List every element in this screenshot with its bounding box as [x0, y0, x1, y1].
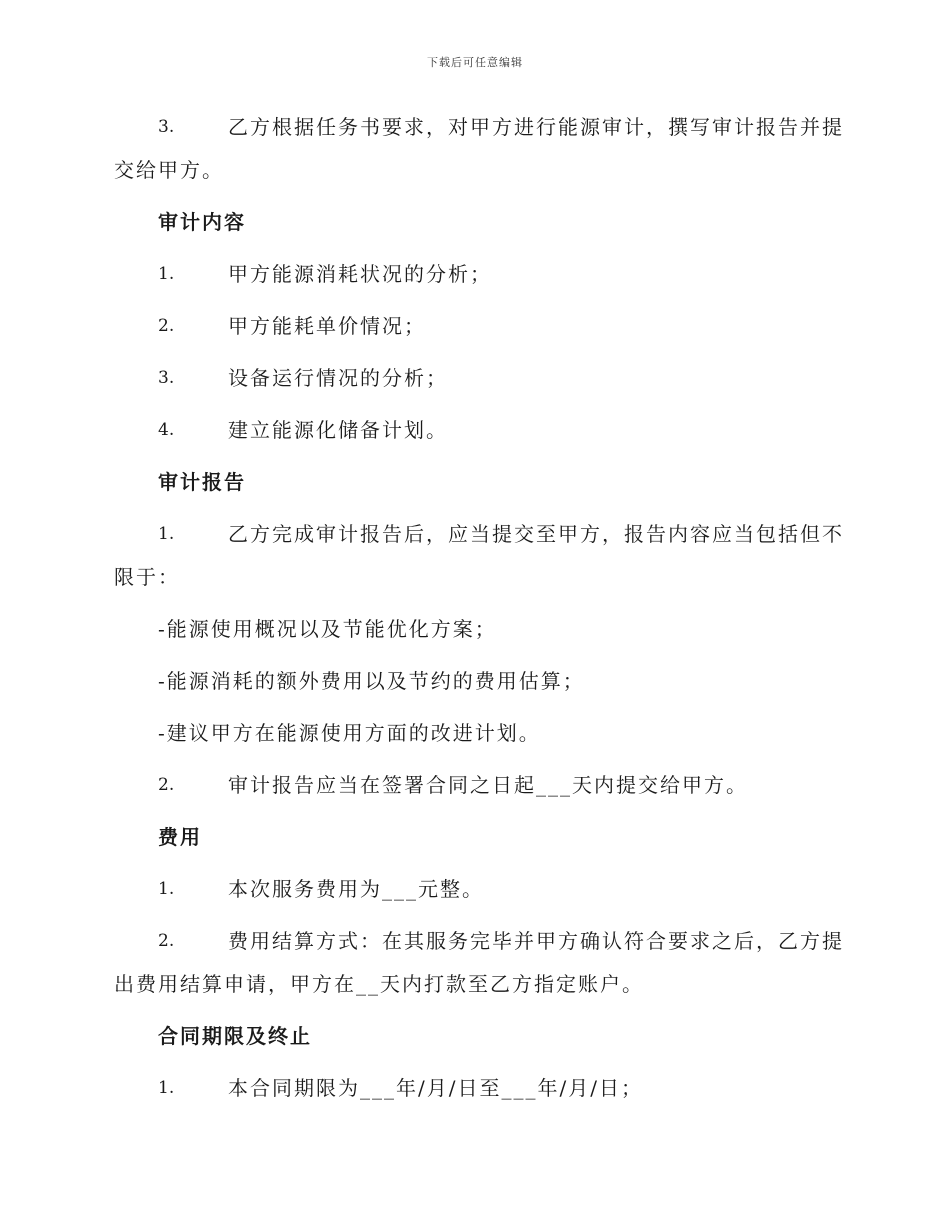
section-heading-audit-report: 审计报告: [158, 470, 246, 494]
item-text-continuation: 交给甲方。: [114, 158, 224, 182]
item-number: 4.: [158, 420, 175, 440]
list-item: [114, 868, 834, 911]
list-item: [114, 305, 834, 348]
list-item: [114, 1067, 834, 1110]
paragraph-item-3: [114, 106, 844, 192]
bullet-item: -能源消耗的额外费用以及节约的费用估算；: [158, 669, 585, 693]
list-item: [114, 513, 844, 599]
section-heading-term-termination: 合同期限及终止: [158, 1024, 312, 1048]
item-text: 甲方能耗单价情况；: [228, 314, 426, 338]
bullet-item: -建议甲方在能源使用方面的改进计划。: [158, 721, 541, 745]
item-text: 本合同期限为___年/月/日至___年/月/日；: [228, 1076, 643, 1100]
item-number: 1.: [158, 1078, 175, 1098]
item-number: 3.: [158, 117, 175, 137]
item-number: 1.: [158, 524, 175, 544]
item-text: 建立能源化储备计划。: [228, 418, 448, 442]
section-heading-fees: 费用: [158, 825, 202, 849]
item-number: 1.: [158, 879, 175, 899]
item-text: 费用结算方式：在其服务完毕并甲方确认符合要求之后，乙方提: [228, 929, 844, 953]
list-item: [114, 764, 834, 807]
list-item: [114, 253, 834, 296]
item-text: 本次服务费用为___元整。: [228, 877, 484, 901]
list-item: [114, 920, 844, 1006]
item-text-continuation: 出费用结算申请，甲方在__天内打款至乙方指定账户。: [114, 972, 644, 996]
item-text-continuation: 限于：: [114, 565, 180, 589]
item-text: 设备运行情况的分析；: [228, 366, 448, 390]
item-text: 乙方完成审计报告后，应当提交至甲方，报告内容应当包括但不: [228, 522, 844, 546]
item-number: 1.: [158, 264, 175, 284]
item-number: 3.: [158, 368, 175, 388]
item-text: 甲方能源消耗状况的分析；: [228, 262, 492, 286]
page-header: 下载后可任意编辑: [427, 56, 523, 69]
bullet-item: -能源使用概况以及节能优化方案；: [158, 617, 497, 641]
list-item: [114, 409, 834, 452]
section-heading-audit-content: 审计内容: [158, 210, 246, 234]
list-item: [114, 357, 834, 400]
item-text: 乙方根据任务书要求，对甲方进行能源审计，撰写审计报告并提: [228, 115, 844, 139]
document-body: [114, 106, 844, 1110]
item-number: 2.: [158, 775, 175, 795]
item-text: 审计报告应当在签署合同之日起___天内提交给甲方。: [228, 773, 748, 797]
item-number: 2.: [158, 931, 175, 951]
item-number: 2.: [158, 316, 175, 336]
